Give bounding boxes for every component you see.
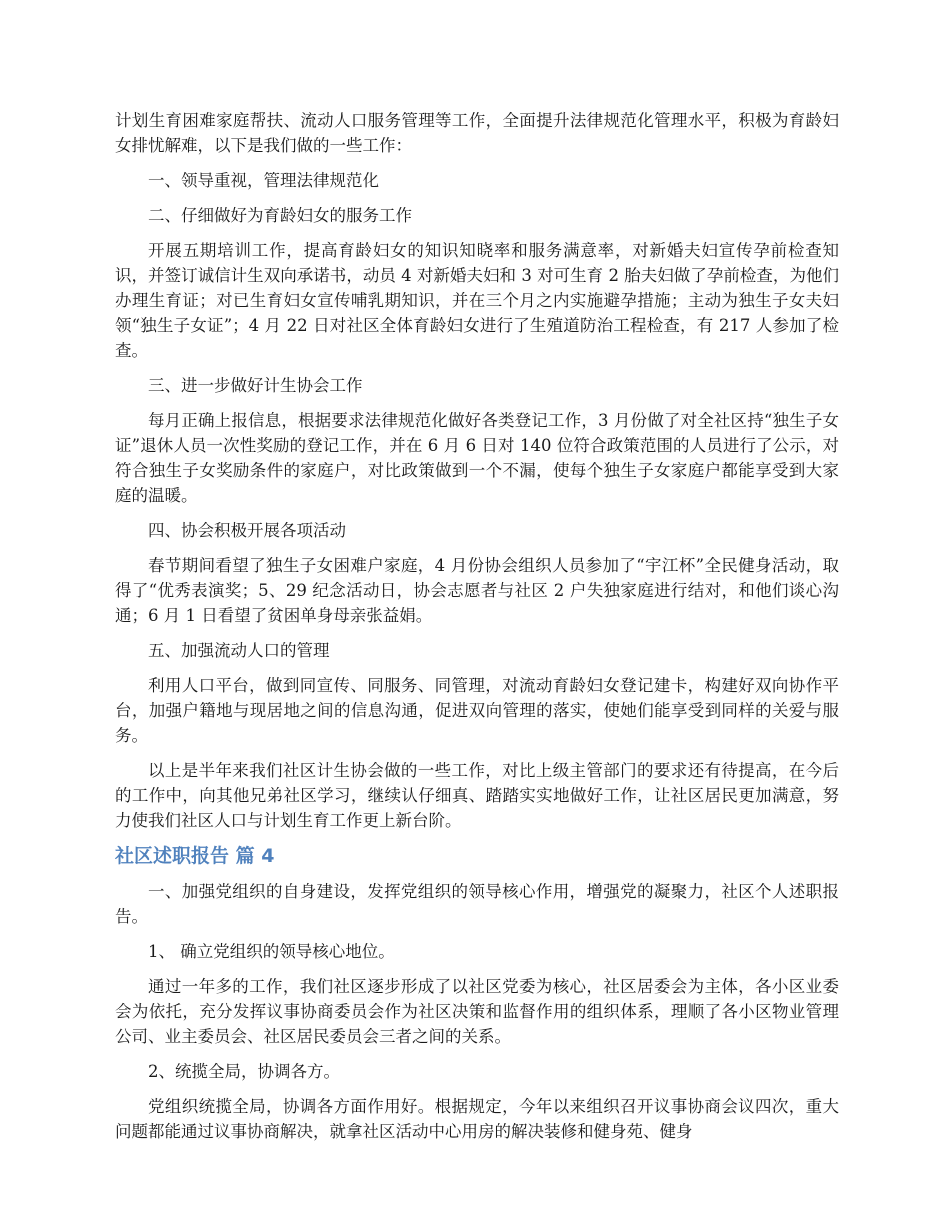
document-page: [115, 108, 839, 1154]
item3-body: 每月正确上报信息，根据要求法律规范化做好各类登记工作，3 月份做了对全社区持“独生子女证”退休人员一次性奖励的登记工作，并在 6 月 6 日对 140 位符合政策范围的人员进行了公示，对符合独生子女奖励条件的家庭户，对比政策做到一个不漏，使每个独生子女家庭户都能享受到大家庭的温暖。: [115, 411, 839, 505]
intro-paragraph: 计划生育困难家庭帮扶、流动人口服务管理等工作，全面提升法律规范化管理水平，积极为育龄妇女排忧解难，以下是我们做的一些工作：: [115, 111, 839, 155]
item5-title: 五、加强流动人口的管理: [148, 641, 330, 660]
item2-title: 二、仔细做好为育龄妇女的服务工作: [148, 206, 412, 225]
section4-paragraph-4: 2、统揽全局，协调各方。: [148, 1062, 340, 1081]
section4-paragraph-2: 1、 确立党组织的领导核心地位。: [148, 942, 395, 961]
section4-paragraph-3: 通过一年多的工作，我们社区逐步形成了以社区党委为核心，社区居委会为主体，各小区业委会为依托，充分发挥议事协商委员会作为社区决策和监督作用的组织体系，理顺了各小区物业管理公司、业主委员会、社区居民委员会三者之间的关系。: [115, 977, 839, 1046]
item5-body: 利用人口平台，做到同宣传、同服务、同管理，对流动育龄妇女登记建卡，构建好双向协作平台，加强户籍地与现居地之间的信息沟通，促进双向管理的落实，使她们能享受到同样的关爱与服务。: [115, 676, 839, 745]
item2-body: 开展五期培训工作，提高育龄妇女的知识知晓率和服务满意率，对新婚夫妇宣传孕前检查知识，并签订诚信计生双向承诺书，动员 4 对新婚夫妇和 3 对可生育 2 胎夫妇做了孕前检查，为他们办理生育证；对已生育妇女宣传哺乳期知识，并在三个月之内实施避孕措施；主动为独生子女夫妇领“独生子女证”；4 月 22 日对社区全体育龄妇女进行了生殖道防治工程检查，有 217 人参加了检查。: [115, 241, 839, 360]
summary-paragraph: 以上是半年来我们社区计生协会做的一些工作，对比上级主管部门的要求还有待提高，在今后的工作中，向其他兄弟社区学习，继续认仔细真、踏踏实实地做好工作，让社区居民更加满意，努力使我们社区人口与计划生育工作更上新台阶。: [115, 761, 839, 830]
item4-body: 春节期间看望了独生子女困难户家庭，4 月份协会组织人员参加了“宇江杯”全民健身活动，取得了“优秀表演奖；5、29 纪念活动日，协会志愿者与社区 2 户失独家庭进行结对，和他们谈心沟通；6 月 1 日看望了贫困单身母亲张益娟。: [115, 556, 839, 625]
section-heading: 社区述职报告 篇 4: [115, 845, 275, 867]
item3-title: 三、进一步做好计生协会工作: [148, 376, 363, 395]
section4-paragraph-1: 一、加强党组织的自身建设，发挥党组织的领导核心作用，增强党的凝聚力，社区个人述职报告。: [115, 882, 839, 926]
item1-title: 一、领导重视，管理法律规范化: [148, 171, 379, 190]
section4-paragraph-5: 党组织统揽全局，协调各方面作用好。根据规定，今年以来组织召开议事协商会议四次，重大问题都能通过议事协商解决，就拿社区活动中心用房的解决装修和健身苑、健身: [115, 1097, 839, 1141]
item4-title: 四、协会积极开展各项活动: [148, 521, 346, 540]
